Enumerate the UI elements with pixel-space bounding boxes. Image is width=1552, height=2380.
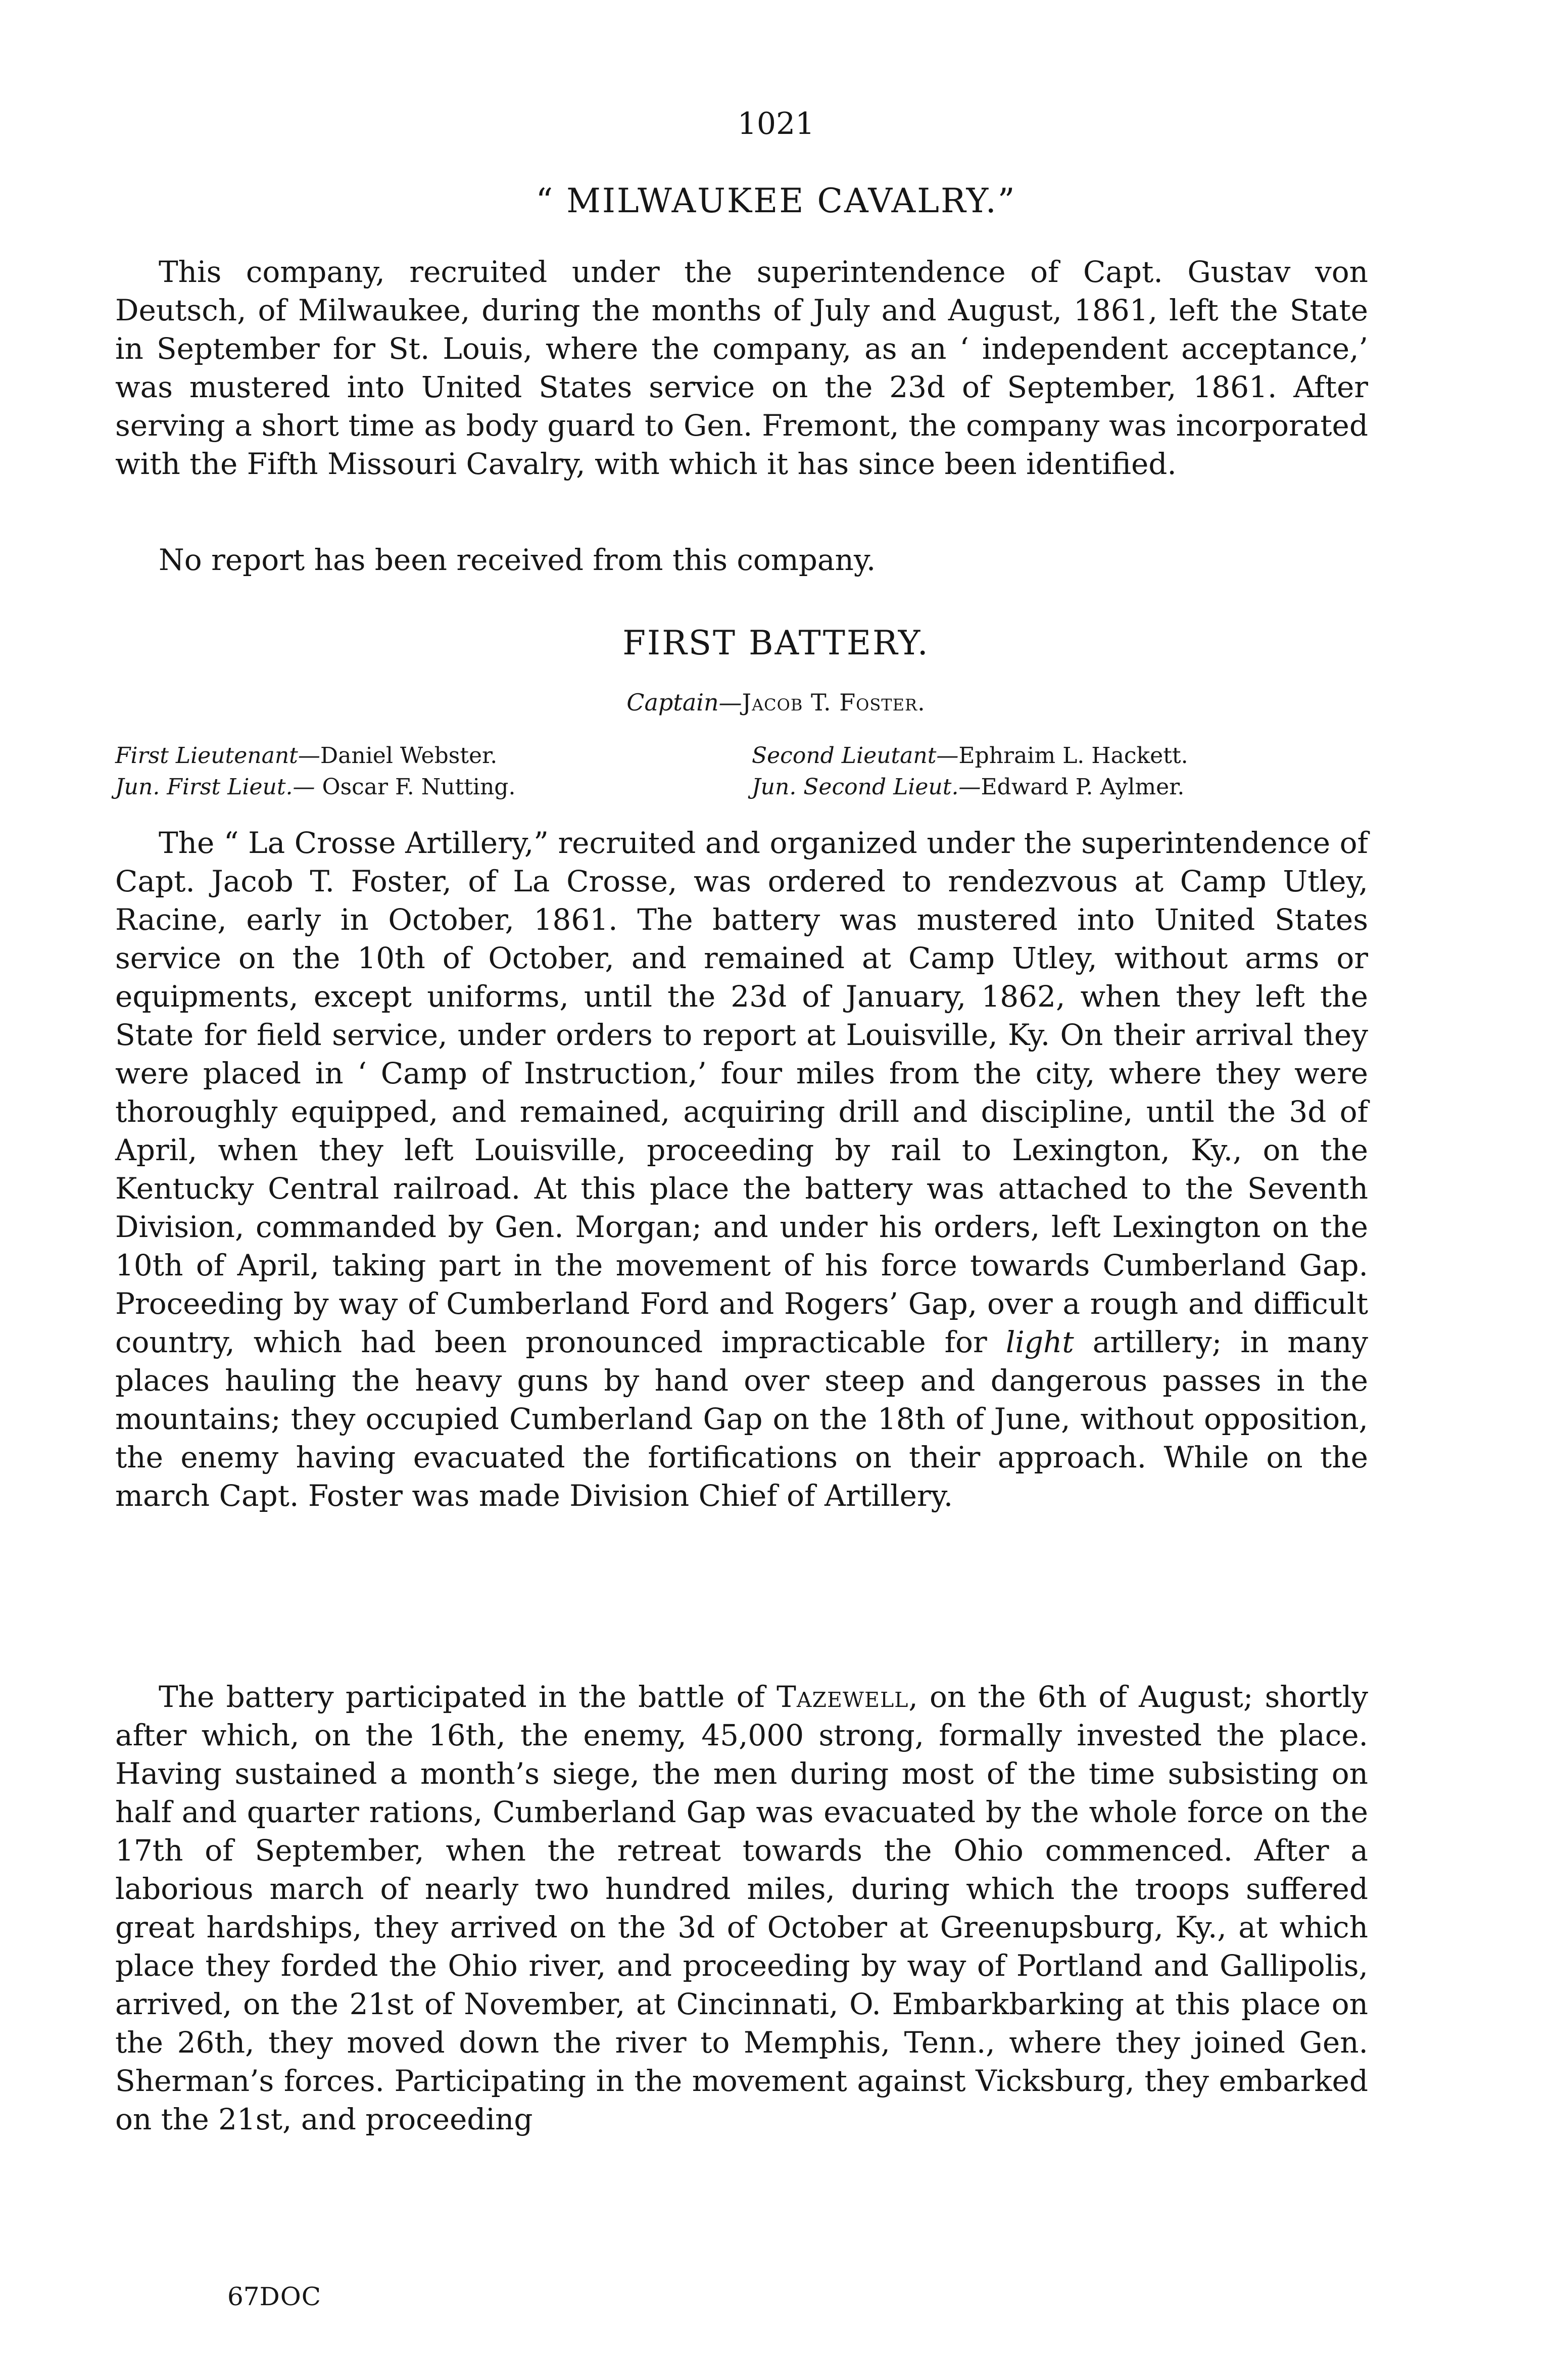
signature-number: 67 — [227, 2282, 260, 2311]
officer-name: Ephraim L. Hackett. — [958, 743, 1188, 769]
captain-name: Jacob T. Foster. — [742, 689, 926, 716]
officer-role: Second Lieutant— — [752, 743, 959, 769]
officer-role: First Lieutenant— — [115, 743, 320, 769]
page-number: 1021 — [737, 106, 815, 141]
battery-paragraph-2-text: The battery participated in the battle of — [159, 1680, 777, 1714]
milwaukee-cavalry-heading: “ MILWAUKEE CAVALRY.” — [536, 181, 1016, 220]
officer-junior-second-lieutenant — [752, 772, 1184, 803]
officer-role: Jun. Second Lieut.— — [752, 774, 981, 800]
signature-mark — [227, 2279, 321, 2314]
battle-name: Tazewell — [777, 1680, 909, 1714]
officer-first-lieutenant — [115, 740, 497, 772]
milwaukee-cavalry-paragraph: This company, recruited under the superintendence of Capt. Gustav von Deutsch, of Milwaukee, during the months of July and August, 1861, left the State in September for St. Louis, where the company, as an ‘ independent acceptance,’ was mustered into United States service on the 23d of September, 1861. After serving a short time as body guard to Gen. Fremont, the company was incorporated with the Fifth Missouri Cavalry, with which it has since been identified. — [115, 255, 1368, 481]
officer-second-lieutenant — [752, 740, 1188, 772]
signature-doc: DOC — [259, 2282, 321, 2311]
no-report-paragraph: No report has been received from this company. — [159, 543, 876, 577]
first-battery-heading: FIRST BATTERY. — [622, 624, 930, 662]
captain-role: Captain— — [626, 689, 742, 716]
captain-line — [0, 686, 1552, 719]
battery-paragraph-1-italic: light — [1005, 1325, 1074, 1359]
officer-name: Oscar F. Nutting. — [315, 774, 516, 800]
battery-paragraph-2-text-end: , on the 6th of August; shortly after which, on the 16th, the enemy, 45,000 strong, formally invested the place. Having sustained a month’s siege, the men during most of the time subsisting on half and quarter rations, Cumberland Gap was evacuated by the whole force on the 17th of September, when the retreat towards the Ohio commenced. After a laborious march of nearly two hundred miles, during which the troops suffered great hardships, they arrived on the 3d of October at Greenupsburg, Ky., at which place they forded the Ohio river, and proceeding by way of Portland and Gallipolis, arrived, on the 21st of November, at Cincinnati, O. Embarkbarking at this place on the 26th, they moved down the river to Memphis, Tenn., where they joined Gen. Sherman’s forces. Participating in the movement against Vicksburg, they embarked on the 21st, and proceeding — [115, 1680, 1368, 2136]
battery-paragraph-1-text-end: artillery; in many places hauling the heavy guns by hand over steep and dangerous passes in the mountains; they occupied Cumberland Gap on the 18th of June, without opposition, the enemy having evacuated the fortifications on their approach. While on the march Capt. Foster was made Division Chief of Artillery. — [115, 1325, 1369, 1513]
battery-paragraph-2 — [115, 1678, 1368, 2138]
officer-junior-first-lieutenant — [115, 772, 515, 803]
officer-role: Jun. First Lieut.— — [115, 774, 315, 800]
battery-paragraph-1-text: The “ La Crosse Artillery,” recruited and organized under the superintendence of Capt. Jacob T. Foster, of La Crosse, was ordered to rendezvous at Camp Utley, Racine, early in October, 1861. The battery was mustered into United States service on the 10th of October, and remained at Camp Utley, without arms or equipments, except uniforms, until the 23d of January, 1862, when they left the State for field service, under orders to report at Louisville, Ky. On their arrival they were placed in ‘ Camp of Instruction,’ four miles from the city, where they were thoroughly equipped, and remained, acquiring drill and discipline, until the 3d of April, when they left Louisville, proceeding by rail to Lexington, Ky., on the Kentucky Central railroad. At this place the battery was attached to the Seventh Division, commanded by Gen. Morgan; and under his orders, left Lexington on the 10th of April, taking part in the movement of his force towards Cumberland Gap. Proceeding by way of Cumberland Ford and Rogers’ Gap, over a rough and difficult country, which had been pronounced impracticable for — [115, 826, 1368, 1359]
officer-name: Daniel Webster. — [320, 743, 498, 769]
officer-name: Edward P. Aylmer. — [981, 774, 1185, 800]
battery-paragraph-1 — [115, 824, 1368, 1515]
